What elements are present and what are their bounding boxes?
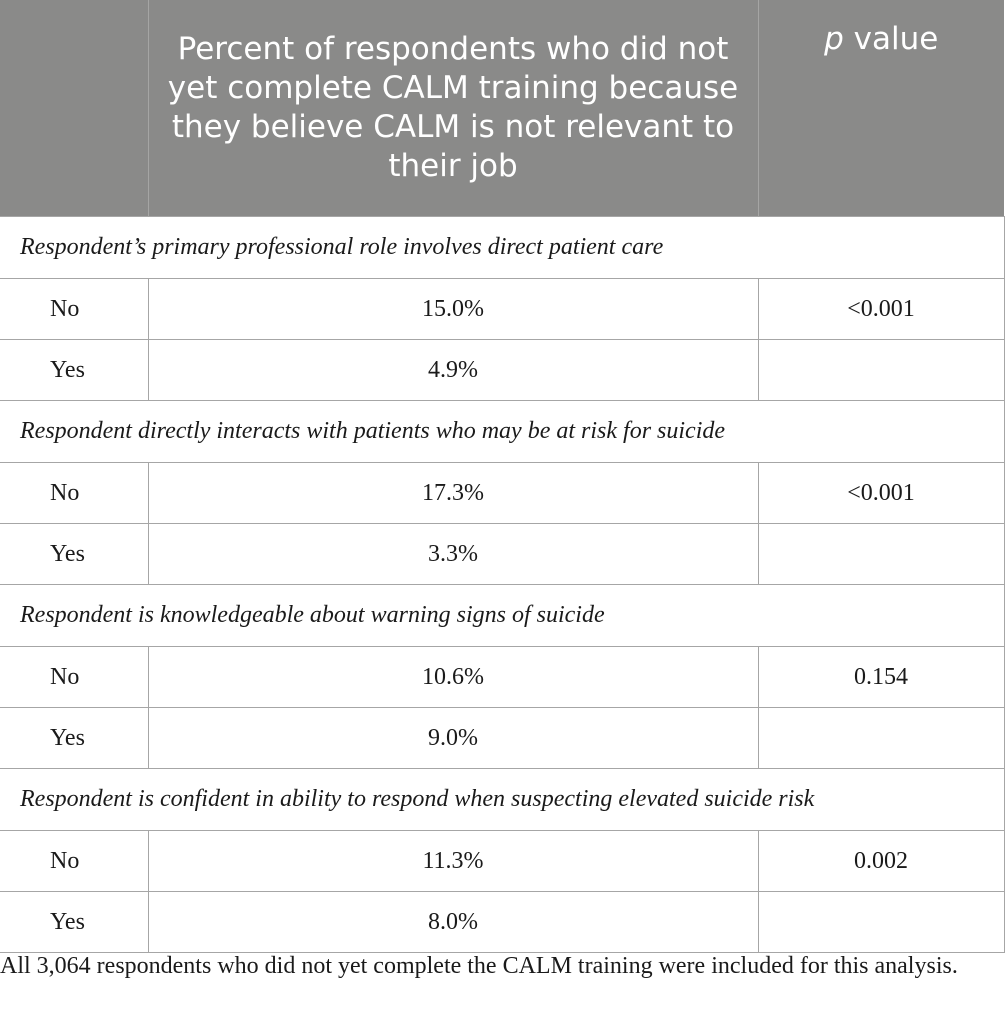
row-percent: 17.3%	[148, 463, 758, 524]
row-percent: 8.0%	[148, 892, 758, 953]
table-header	[0, 0, 1004, 217]
table-row	[0, 340, 1004, 401]
row-pvalue: 0.154	[758, 647, 1004, 708]
section-title: Respondent’s primary professional role involves direct patient care	[0, 217, 1004, 279]
section-title: Respondent is confident in ability to respond when suspecting elevated suicide risk	[0, 769, 1004, 831]
table-row	[0, 647, 1004, 708]
header-percent-cell: Percent of respondents who did not yet complete CALM training because they believe CALM is not relevant to their job	[148, 0, 758, 217]
row-percent: 3.3%	[148, 524, 758, 585]
row-pvalue: 0.002	[758, 831, 1004, 892]
section-row	[0, 217, 1004, 279]
row-pvalue: <0.001	[758, 463, 1004, 524]
table-row	[0, 463, 1004, 524]
header-pvalue-cell	[758, 0, 1004, 217]
section-row	[0, 585, 1004, 647]
row-label: No	[0, 831, 148, 892]
table-row	[0, 892, 1004, 953]
row-pvalue	[758, 524, 1004, 585]
header-empty-cell	[0, 0, 148, 217]
row-label: No	[0, 647, 148, 708]
header-row	[0, 0, 1004, 217]
table-row	[0, 831, 1004, 892]
section-title: Respondent is knowledgeable about warning signs of suicide	[0, 585, 1004, 647]
row-percent: 15.0%	[148, 279, 758, 340]
section-row	[0, 401, 1004, 463]
row-pvalue	[758, 708, 1004, 769]
table-row	[0, 279, 1004, 340]
section-title: Respondent directly interacts with patients who may be at risk for suicide	[0, 401, 1004, 463]
table-body	[0, 217, 1004, 953]
section-row	[0, 769, 1004, 831]
table-row	[0, 708, 1004, 769]
row-percent: 4.9%	[148, 340, 758, 401]
row-label: No	[0, 279, 148, 340]
row-percent: 9.0%	[148, 708, 758, 769]
row-percent: 10.6%	[148, 647, 758, 708]
row-pvalue	[758, 340, 1004, 401]
table-row	[0, 524, 1004, 585]
row-label: Yes	[0, 524, 148, 585]
header-pvalue-rest: value	[843, 21, 939, 57]
row-label: Yes	[0, 340, 148, 401]
row-percent: 11.3%	[148, 831, 758, 892]
header-pvalue-p: p	[824, 21, 844, 57]
row-label: Yes	[0, 708, 148, 769]
row-label: Yes	[0, 892, 148, 953]
row-pvalue: <0.001	[758, 279, 1004, 340]
table-footnote: All 3,064 respondents who did not yet complete the CALM training were included for this analysis.	[0, 953, 958, 979]
row-pvalue	[758, 892, 1004, 953]
row-label: No	[0, 463, 148, 524]
